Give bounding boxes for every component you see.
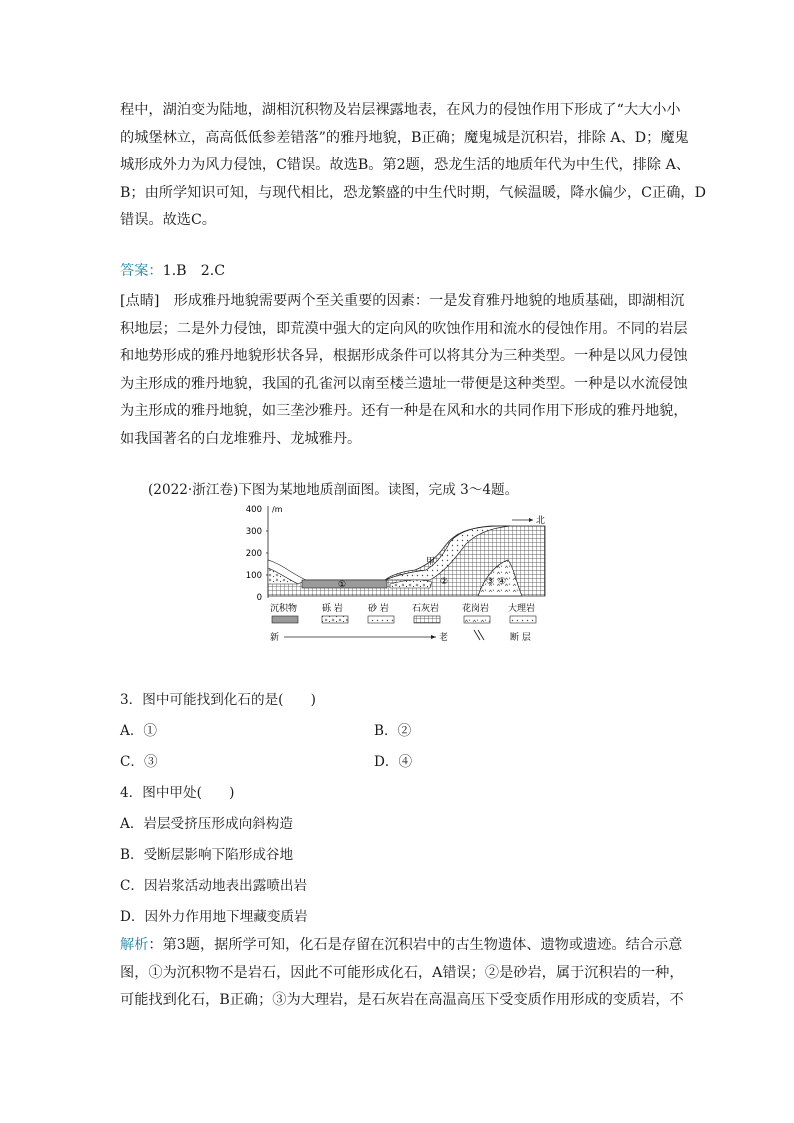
y-tick-label: 100 — [245, 571, 262, 581]
note-text: 形成雅丹地貌需要两个至关重要的因素：一是发育雅丹地貌的地质基础，即湖相沉 — [159, 293, 685, 309]
note-paragraph — [120, 288, 695, 454]
legend-swatch-gravel — [322, 616, 348, 623]
y-tick-label: 400 — [245, 505, 262, 515]
y-tick-label: 0 — [256, 593, 262, 603]
note-label: [点睛] — [120, 293, 160, 309]
text-line: 城形成外力为风力侵蚀，C错误。故选B。第2题，恐龙生活的地质年代为中生代，排除 A、 — [120, 157, 691, 174]
text-line: 为主形成的雅丹地貌，我国的孔雀河以南至楼兰遗址一带便是这种类型。一种是以水流侵蚀 — [120, 375, 688, 392]
text-line: 图，①为沉积物不是岩石，因此不可能形成化石，A错误；②是砂岩，属于沉积岩的一种， — [120, 964, 684, 981]
marker-3: ③ — [486, 577, 495, 587]
q4-option-b[interactable]: B．受断层影响下陷形成谷地 — [120, 847, 294, 863]
marker-1: ① — [338, 580, 347, 590]
fault-label: 断 层 — [510, 633, 531, 643]
text-line: 为主形成的雅丹地貌，如三垄沙雅丹。还有一种是在风和水的共同作用下形成的雅丹地貌， — [120, 403, 688, 420]
text-line — [120, 288, 695, 316]
analysis-label: 解析 — [120, 937, 149, 953]
legend-swatch-granite — [464, 616, 490, 623]
legend-label: 花岗岩 — [462, 604, 490, 614]
answer-label: 答案： — [120, 263, 163, 279]
text-line — [120, 932, 695, 960]
q4-option-c[interactable]: C．因岩浆活动地表出露喷出岩 — [120, 878, 308, 894]
q3-option-a[interactable]: A．① — [120, 723, 158, 739]
y-unit: /m — [272, 505, 283, 514]
q4-option-d[interactable]: D．因外力作用地下埋藏变质岩 — [120, 909, 308, 925]
marker-4: ④ — [498, 577, 507, 587]
legend-swatch-limestone — [414, 616, 440, 623]
text-line: 如我国著名的白龙堆雅丹、龙城雅丹。 — [120, 430, 362, 447]
geologic-section-diagram — [240, 498, 560, 648]
legend-label: 沉积物 — [270, 604, 298, 614]
q3-option-d[interactable]: D．④ — [374, 754, 413, 770]
legend-swatch-marble — [510, 616, 536, 623]
legend-label: 砂 岩 — [368, 604, 389, 614]
text-line: 程中，湖泊变为陆地，湖相沉积物及岩层裸露地表，在风力的侵蚀作用下形成了“大大小小 — [120, 102, 681, 118]
explanation-paragraph — [120, 97, 706, 235]
geologic-section-figure — [240, 498, 560, 648]
age-new: 新 — [270, 633, 280, 643]
legend-swatch-sandstone — [368, 616, 394, 623]
analysis-paragraph — [120, 932, 695, 1015]
question-4-stem: 4．图中甲处( ) — [120, 785, 235, 801]
text-line: 积地层；二是外力侵蚀，即荒漠中强大的定向风的吹蚀作用和流水的侵蚀作用。不同的岩层 — [120, 320, 688, 337]
text-line: 可能找到化石，B正确；③为大理岩，是石灰岩在高温高压下受变质作用形成的变质岩，不 — [120, 992, 684, 1009]
y-tick-label: 300 — [245, 527, 262, 537]
question-intro: (2022·浙江卷)下图为某地地质剖面图。读图，完成 3～4题。 — [148, 482, 519, 498]
legend-label: 砾 岩 — [322, 604, 343, 614]
question-3-stem: 3．图中可能找到化石的是( ) — [120, 692, 316, 708]
answer-text: 1.B 2.C — [162, 263, 226, 279]
q3-option-b[interactable]: B．② — [374, 723, 412, 739]
text-line: B；由所学知识可知，与现代相比，恐龙繁盛的中生代时期，气候温暖，降水偏少，C正确，D — [120, 184, 706, 201]
y-tick-label: 200 — [245, 549, 262, 559]
q4-option-a[interactable]: A．岩层受挤压形成向斜构造 — [120, 816, 293, 832]
analysis-text: ：第3题，据所学可知，化石是存留在沉积岩中的古生物遗体、遗物或遗迹。结合示意 — [148, 937, 683, 953]
q3-option-c[interactable]: C．③ — [120, 754, 158, 770]
text-line: 错误。故选C。 — [120, 212, 216, 229]
legend-label: 石灰岩 — [412, 604, 440, 614]
text-line: 的城堡林立，高高低低参差错落”的雅丹地貌，B正确；魔鬼城是沉积岩，排除 A、D；魔鬼 — [120, 129, 689, 146]
legend-swatch-sediment — [272, 616, 298, 623]
answer-line — [120, 260, 695, 280]
label-jia: 甲 — [426, 557, 436, 567]
legend-label: 大理岩 — [508, 604, 536, 614]
fault-symbol — [474, 630, 484, 640]
age-old: 老 — [439, 633, 449, 643]
north-label: 北 — [536, 516, 546, 526]
marker-2: ② — [440, 577, 449, 587]
text-line: 和地势形成的雅丹地貌形状各异，根据形成条件可以将其分为三种类型。一种是以风力侵蚀 — [120, 348, 688, 365]
